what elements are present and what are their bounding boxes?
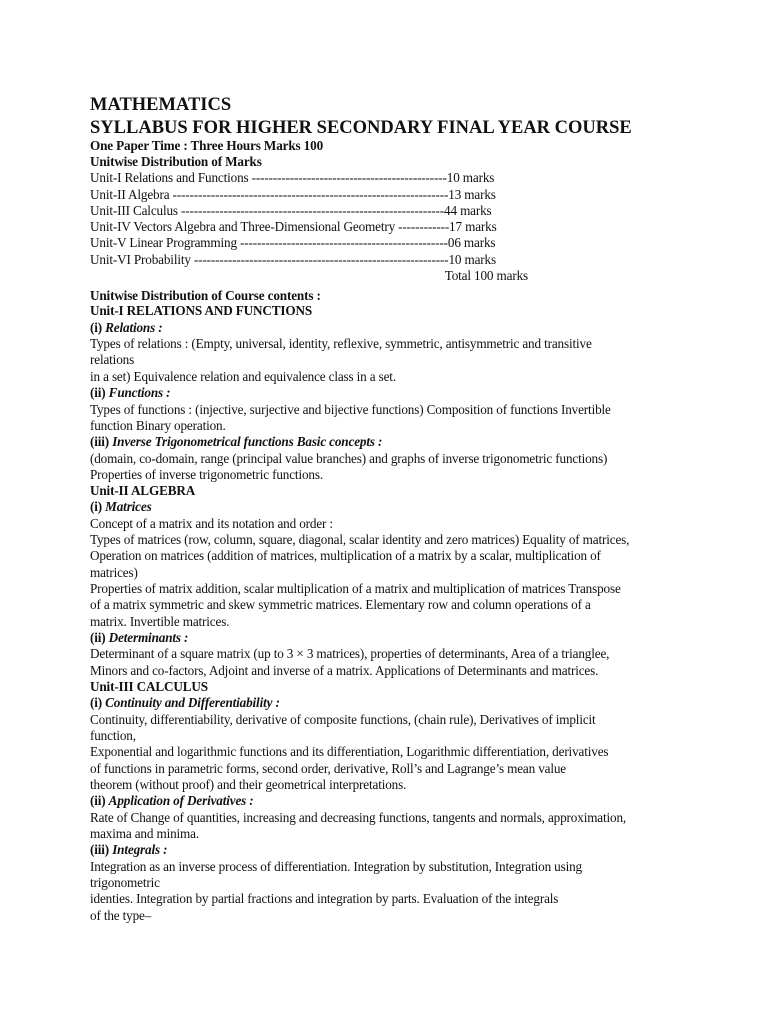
section-number: (i) — [90, 320, 102, 335]
paragraph-line: Concept of a matrix and its notation and order : — [90, 516, 333, 531]
document-subtitle: SYLLABUS FOR HIGHER SECONDARY FINAL YEAR COURSE — [90, 118, 632, 138]
marks-row: Unit-V Linear Programming -------------------------------------------------06 marks — [90, 235, 496, 250]
section-number: (ii) — [90, 630, 106, 645]
paragraph-line: Minors and co-factors, Adjoint and inverse of a matrix. Applications of Determinants and matrices. — [90, 663, 599, 678]
paragraph-line: (domain, co-domain, range (principal value branches) and graphs of inverse trigonometric functions) — [90, 451, 608, 466]
paragraph-line: in a set) Equivalence relation and equivalence class in a set. — [90, 369, 396, 384]
section-number: (iii) — [90, 842, 110, 857]
paragraph-line: Properties of matrix addition, scalar multiplication of a matrix and multiplication of matrices Transpose — [90, 581, 621, 596]
marks-row: Unit-IV Vectors Algebra and Three-Dimensional Geometry ------------17 marks — [90, 219, 497, 234]
paragraph-line: Types of relations : (Empty, universal, identity, reflexive, symmetric, antisymmetric and transitive — [90, 336, 592, 351]
paragraph-line: Determinant of a square matrix (up to 3 × 3 matrices), properties of determinants, Area of a trianglee, — [90, 646, 610, 661]
derivatives-heading — [90, 793, 254, 809]
paragraph-line: function, — [90, 728, 136, 743]
inverse-trig-heading — [90, 434, 382, 450]
section-title: Matrices — [105, 499, 152, 514]
marks-row: Unit-III Calculus --------------------------------------------------------------44 marks — [90, 203, 492, 218]
section-number: (i) — [90, 499, 102, 514]
section-number: (i) — [90, 695, 102, 710]
paragraph-line: Types of functions : (injective, surjective and bijective functions) Composition of functions Invertible — [90, 402, 611, 417]
paragraph-line: Integration as an inverse process of differentiation. Integration by substitution, Integration using — [90, 859, 582, 874]
paragraph-line: Continuity, differentiability, derivative of composite functions, (chain rule), Derivatives of implicit — [90, 712, 596, 727]
paragraph-line: Properties of inverse trigonometric functions. — [90, 467, 323, 482]
section-title: Continuity and Differentiability : — [105, 695, 280, 710]
relations-heading — [90, 320, 163, 336]
unit3-heading: Unit-III CALCULUS — [90, 679, 208, 694]
paragraph-line: of a matrix symmetric and skew symmetric matrices. Elementary row and column operations of a — [90, 597, 591, 612]
paragraph-line: relations — [90, 352, 135, 367]
functions-heading — [90, 385, 170, 401]
marks-row: Unit-I Relations and Functions ----------------------------------------------10 marks — [90, 170, 495, 185]
contents-heading: Unitwise Distribution of Course contents : — [90, 288, 321, 303]
paper-info: One Paper Time : Three Hours Marks 100 — [90, 138, 324, 153]
paragraph-line: function Binary operation. — [90, 418, 226, 433]
document-title: MATHEMATICS — [90, 95, 232, 115]
integrals-heading — [90, 842, 167, 858]
section-number: (ii) — [90, 385, 106, 400]
paragraph-line: matrix. Invertible matrices. — [90, 614, 230, 629]
paragraph-line: Types of matrices (row, column, square, diagonal, scalar identity and zero matrices) Equality of matrices, — [90, 532, 630, 547]
paragraph-line: theorem (without proof) and their geometrical interpretations. — [90, 777, 407, 792]
marks-row: Unit-VI Probability ------------------------------------------------------------10 marks — [90, 252, 496, 267]
paragraph-line: maxima and minima. — [90, 826, 200, 841]
paragraph-line: Operation on matrices (addition of matrices, multiplication of a matrix by a scalar, multiplication of — [90, 548, 601, 563]
section-title: Application of Derivatives : — [108, 793, 254, 808]
marks-total: Total 100 marks — [444, 268, 528, 283]
paragraph-line: identies. Integration by partial fractions and integration by parts. Evaluation of the integrals — [90, 891, 559, 906]
section-number: (ii) — [90, 793, 106, 808]
unit1-heading: Unit-I RELATIONS AND FUNCTIONS — [90, 303, 313, 318]
section-title: Inverse Trigonometrical functions Basic concepts : — [112, 434, 383, 449]
marks-row: Unit-II Algebra -----------------------------------------------------------------13 marks — [90, 187, 496, 202]
section-title: Determinants : — [108, 630, 189, 645]
paragraph-line: Exponential and logarithmic functions and its differentiation, Logarithmic differentiation, derivatives — [90, 744, 609, 759]
paragraph-line: of functions in parametric forms, second order, derivative, Roll’s and Lagrange’s mean value — [90, 761, 567, 776]
unit2-heading: Unit-II ALGEBRA — [90, 483, 196, 498]
marks-heading: Unitwise Distribution of Marks — [90, 154, 262, 169]
paragraph-line: Rate of Change of quantities, increasing and decreasing functions, tangents and normals, approximation, — [90, 810, 627, 825]
section-title: Relations : — [105, 320, 163, 335]
section-number: (iii) — [90, 434, 110, 449]
section-title: Functions : — [108, 385, 171, 400]
continuity-heading — [90, 695, 280, 711]
matrices-heading — [90, 499, 152, 515]
paragraph-line: matrices) — [90, 565, 138, 580]
paragraph-line: trigonometric — [90, 875, 160, 890]
determinants-heading — [90, 630, 188, 646]
section-title: Integrals : — [112, 842, 168, 857]
paragraph-line: of the type– — [90, 908, 152, 923]
